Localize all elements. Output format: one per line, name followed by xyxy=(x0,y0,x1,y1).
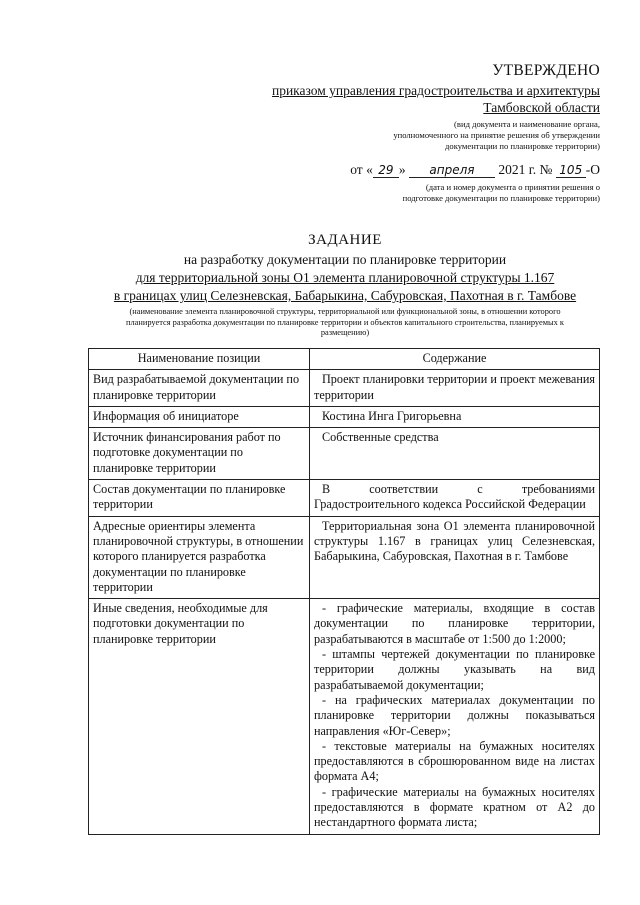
issuer-note-line-1: (вид документа и наименование органа, xyxy=(454,119,600,129)
row-content-text: Проект планировки территории и проект межевания территории xyxy=(314,372,595,402)
heading-note xyxy=(80,307,610,339)
row-content xyxy=(310,406,600,427)
date-prefix: от « xyxy=(350,162,373,177)
list-item: - графические материалы, входящие в состав документации по планировке территории, разрабатываются в масштабе от 1:500 до 1:2000; xyxy=(314,601,595,646)
task-title: ЗАДАНИЕ xyxy=(308,232,382,248)
row-content-text: Территориальная зона О1 элемента планировочной структуры 1.167 в границах улиц Селезневская, Бабарыкина, Сабуровская, Пахотная в г. Тамбове xyxy=(314,518,595,564)
row-content xyxy=(310,480,600,517)
list-item: - на графических материалах документации по планировке территории должны показываться направления «Юг-Север»; xyxy=(314,692,595,738)
task-table xyxy=(88,348,600,835)
row-content-text: Собственные средства xyxy=(322,430,439,445)
table-row xyxy=(89,406,600,427)
date-month: апреля xyxy=(409,163,495,178)
heading-line-2: для территориальной зоны О1 элемента планировочной структуры 1.167 xyxy=(135,270,555,285)
header-position: Наименование позиции xyxy=(89,349,310,370)
heading-note-line-3: размещению) xyxy=(320,328,370,338)
row-name: Вид разрабатываемой документации по планировке территории xyxy=(89,370,310,407)
table-row xyxy=(89,370,600,407)
issuer-line-1: приказом управления градостроительства и архитектуры xyxy=(271,83,600,98)
issuer-line-2: Тамбовской области xyxy=(483,100,600,115)
date-note-line-1: (дата и номер документа о принятии решения о xyxy=(425,182,600,192)
table-header-row xyxy=(89,349,600,370)
document-number: 105 xyxy=(556,163,586,178)
issuer-note-line-3: документации по планировке территории) xyxy=(445,141,600,152)
date-note xyxy=(330,182,600,204)
list-item: - графические материалы на бумажных носителях предоставляются в формате кратном от А2 до нестандартного формата листа; xyxy=(314,784,595,830)
table-row xyxy=(89,516,600,598)
heading-note-line-2: планируется разработка документации по планировке территории и объектов капитального строительства, планируемых к xyxy=(126,317,564,327)
table-row xyxy=(89,480,600,517)
heading-note-line-1: (наименование элемента планировочной структуры, территориальной или функциональной зоны, в отношении которого xyxy=(129,307,561,316)
list-item: - штампы чертежей документации по планировке территории должны указывать на вид разрабатываемой документации; xyxy=(314,647,595,692)
table-row xyxy=(89,599,600,834)
number-suffix: -О xyxy=(585,162,600,177)
row-content xyxy=(310,428,600,480)
row-name: Иные сведения, необходимые для подготовки документации по планировке территории xyxy=(89,599,310,834)
task-heading xyxy=(80,232,610,339)
header-content: Содержание xyxy=(310,349,600,370)
approval-block xyxy=(220,62,600,153)
issuer xyxy=(220,82,600,116)
heading-line-1: на разработку документации по планировке территории xyxy=(183,252,507,267)
list-item: - текстовые материалы на бумажных носителях предоставляются в сброшюрованном виде на листах формата А4; xyxy=(314,738,595,784)
date-day: 29 xyxy=(373,163,399,178)
row-content-text: В соответствии с требованиями Градостроительного кодекса Российской Федерации xyxy=(314,482,595,512)
issuer-note-line-2: уполномоченного на принятие решения об утверждении xyxy=(393,130,600,141)
row-content xyxy=(310,370,600,407)
issuer-note xyxy=(220,119,600,153)
heading-line-3: в границах улиц Селезневская, Бабарыкина, Сабуровская, Пахотная в г. Тамбове xyxy=(113,288,577,303)
decision-date-line xyxy=(300,162,600,178)
row-name: Адресные ориентиры элемента планировочной структуры, в отношении которого планируется разработка документации по планировке территории xyxy=(89,516,310,598)
row-content-list xyxy=(310,599,600,834)
row-name: Источник финансирования работ по подготовке документации по планировке территории xyxy=(89,428,310,480)
date-year: 2021 г. № xyxy=(498,162,553,177)
row-content-text: Костина Инга Григорьевна xyxy=(322,408,462,423)
row-content xyxy=(310,516,600,598)
approved-stamp-title: УТВЕРЖДЕНО xyxy=(492,62,600,79)
date-mid: » xyxy=(398,162,406,177)
row-name: Состав документации по планировке территории xyxy=(89,480,310,517)
date-note-line-2: подготовке документации по планировке территории) xyxy=(402,193,600,203)
row-name: Информация об инициаторе xyxy=(89,406,310,427)
table-row xyxy=(89,428,600,480)
